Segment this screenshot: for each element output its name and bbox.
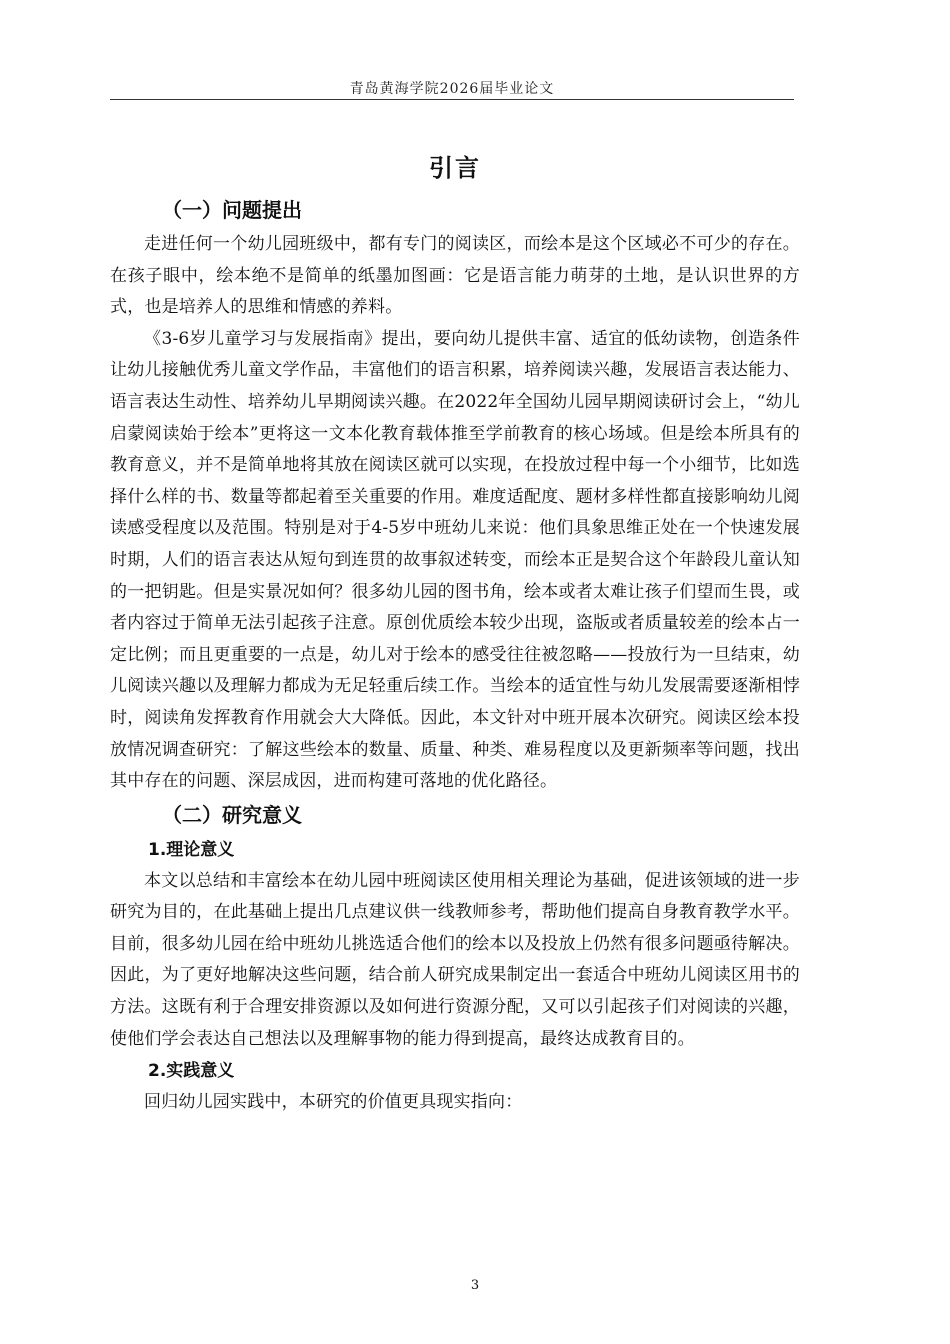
paragraph: 回归幼儿园实践中，本研究的价值更具现实指向： (144, 1092, 523, 1113)
paragraph: 《3-6岁儿童学习与发展指南》提出，要向幼儿提供丰富、适宜的低幼读物，创造条件让幼儿接触优秀儿童文学作品，丰富他们的语言积累，培养阅读兴趣，发展语言表达能力、语言表达生动性、培养幼儿早期阅读兴趣。在2022年全国幼儿园早期阅读研讨会上，“幼儿启蒙阅读始于绘本”更将这一文本化教育载体推至学前教育的核心场域。但是绘本所具有的教育意义，并不是简单地将其放在阅读区就可以实现，在投放过程中每一个小细节，比如选择什么样的书、数量等都起着至关重要的作用。难度适配度、题材多样性都直接影响幼儿阅读感受程度以及范围。特别是对于4-5岁中班幼儿来说：他们具象思维正处在一个快速发展时期，人们的语言表达从短句到连贯的故事叙述转变，而绘本正是契合这个年龄段儿童认知的一把钥匙。但是实景况如何？很多幼儿园的图书角，绘本或者太难让孩子们望而生畏，或者内容过于简单无法引起孩子注意。原创优质绘本较少出现，盗版或者质量较差的绘本占一定比例；而且更重要的一点是，幼儿对于绘本的感受往往被忽略——投放行为一旦结束，幼儿阅读兴趣以及理解力都成为无足轻重后续工作。当绘本的适宜性与幼儿发展需要逐渐相悖时，阅读角发挥教育作用就会大大降低。因此，本文针对中班开展本次研究。阅读区绘本投放情况调查研究：了解这些绘本的数量、质量、种类、难易程度以及更新频率等问题，找出其中存在的问题、深层成因，进而构建可落地的优化路径。 (110, 328, 800, 792)
header-rule (110, 99, 794, 100)
subsection-heading-theory: 1.理论意义 (148, 839, 235, 860)
running-header: 青岛黄海学院2026届毕业论文 (349, 81, 555, 97)
page-body (110, 140, 800, 1119)
subsection-heading-practice: 2.实践意义 (148, 1061, 235, 1082)
paragraph: 本文以总结和丰富绘本在幼儿园中班阅读区使用相关理论为基础，促进该领域的进一步研究为目的，在此基础上提出几点建议供一线教师参考，帮助他们提高自身教育教学水平。目前，很多幼儿园在给中班幼儿挑选适合他们的绘本以及投放上仍然有很多问题亟待解决。因此，为了更好地解决这些问题，结合前人研究成果制定出一套适合中班幼儿阅读区用书的方法。这既有利于合理安排资源以及如何进行资源分配，又可以引起孩子们对阅读的兴趣，使他们学会表达自己想法以及理解事物的能力得到提高，最终达成教育目的。 (110, 870, 800, 1049)
page-number: 3 (470, 1278, 480, 1293)
paragraph: 走进任何一个幼儿园班级中，都有专门的阅读区，而绘本是这个区域必不可少的存在。在孩子眼中，绘本绝不是简单的纸墨加图画：它是语言能力萌芽的土地，是认识世界的方式，也是培养人的思维和情感的养料。 (110, 234, 800, 318)
chapter-title: 引言 (429, 154, 481, 182)
section-heading-problem: （一）问题提出 (162, 198, 302, 222)
section-heading-significance: （二）研究意义 (162, 802, 302, 827)
